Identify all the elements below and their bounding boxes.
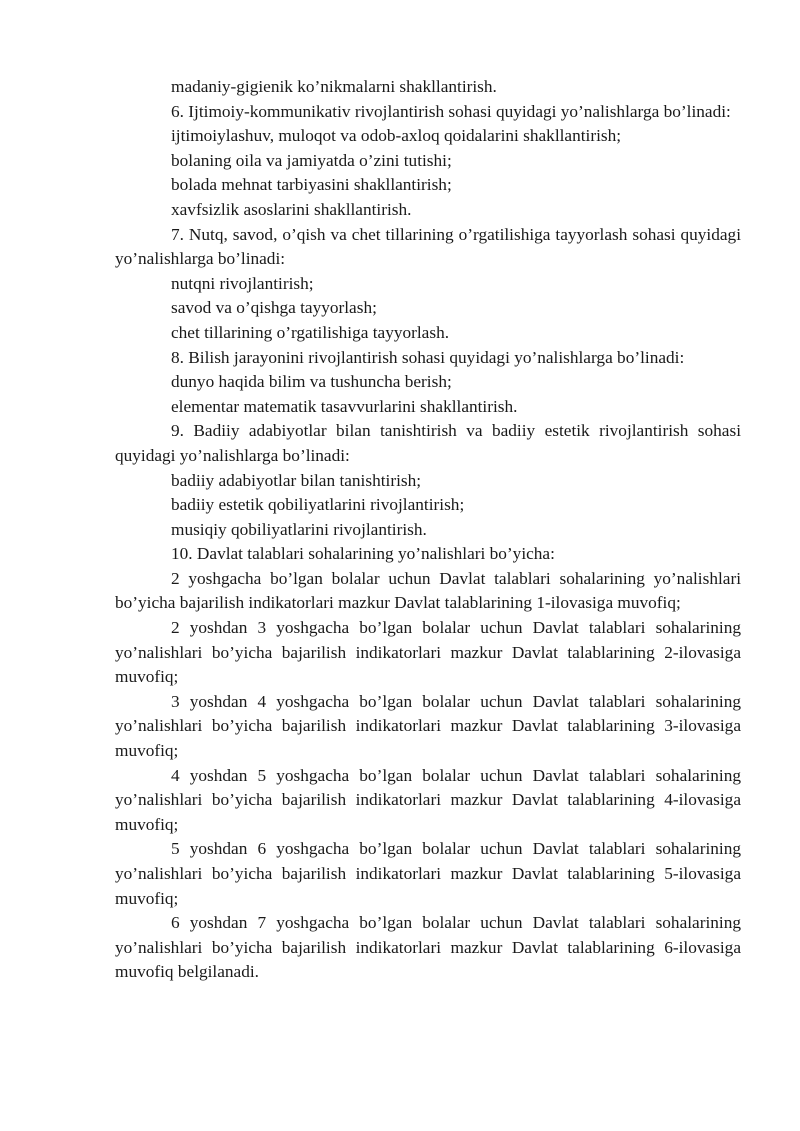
section-6-heading: 6. Ijtimoiy-kommunikativ rivojlantirish sohasi quyidagi yo’nalishlarga bo’linadi:	[171, 101, 731, 121]
list-item: savod va o’qishga tayyorlash;	[171, 298, 377, 318]
list-item: elementar matematik tasavvurlarini shakllantirish.	[171, 396, 518, 416]
list-item: badiiy estetik qobiliyatlarini rivojlantirish;	[171, 495, 465, 515]
list-item: 5 yoshdan 6 yoshgacha bo’lgan bolalar uchun Davlat talablari sohalarining yo’nalishlari bo’yicha bajarilish indikatorlari mazkur Davlat talablarining 5-ilovasiga muvofiq;	[115, 839, 741, 908]
document-body	[115, 75, 741, 985]
list-item: dunyo haqida bilim va tushuncha berish;	[171, 372, 452, 392]
list-item: bolada mehnat tarbiyasini shakllantirish;	[171, 175, 452, 195]
list-item: 3 yoshdan 4 yoshgacha bo’lgan bolalar uchun Davlat talablari sohalarining yo’nalishlari bo’yicha bajarilish indikatorlari mazkur Davlat talablarining 3-ilovasiga muvofiq;	[115, 691, 741, 761]
list-item: bolaning oila va jamiyatda o’zini tutishi;	[171, 150, 452, 170]
section-10-heading: 10. Davlat talablari sohalarining yo’nalishlari bo’yicha:	[171, 544, 555, 564]
list-item: 4 yoshdan 5 yoshgacha bo’lgan bolalar uchun Davlat talablari sohalarining yo’nalishlari bo’yicha bajarilish indikatorlari mazkur Davlat talablarining 4-ilovasiga muvofiq;	[115, 765, 741, 834]
list-item: madaniy-gigienik ko’nikmalarni shakllantirish.	[171, 77, 497, 96]
list-item: nutqni rivojlantirish;	[171, 273, 314, 293]
list-item: 2 yoshgacha bo’lgan bolalar uchun Davlat talablari sohalarining yo’nalishlari bo’yicha bajarilish indikatorlari mazkur Davlat talablarining 1-ilovasiga muvofiq;	[115, 568, 741, 613]
list-item: badiiy adabiyotlar bilan tanishtirish;	[171, 470, 422, 490]
list-item: 2 yoshdan 3 yoshgacha bo’lgan bolalar uchun Davlat talablari sohalarining yo’nalishlari bo’yicha bajarilish indikatorlari mazkur Davlat talablarining 2-ilovasiga muvofiq;	[115, 618, 741, 687]
list-item: chet tillarining o’rgatilishiga tayyorlash.	[171, 322, 450, 342]
section-9-heading: 9. Badiiy adabiyotlar bilan tanishtirish va badiiy estetik rivojlantirish sohasi quyidagi yo’nalishlarga bo’linadi:	[115, 421, 741, 465]
section-7-heading: 7. Nutq, savod, o’qish va chet tillarining o’rgatilishiga tayyorlash sohasi quyidagi yo’nalishlarga bo’linadi:	[115, 224, 741, 269]
section-8-heading: 8. Bilish jarayonini rivojlantirish sohasi quyidagi yo’nalishlarga bo’linadi:	[171, 347, 685, 367]
list-item: musiqiy qobiliyatlarini rivojlantirish.	[171, 519, 427, 539]
list-item: xavfsizlik asoslarini shakllantirish.	[171, 199, 412, 219]
list-item: 6 yoshdan 7 yoshgacha bo’lgan bolalar uchun Davlat talablari sohalarining yo’nalishlari bo’yicha bajarilish indikatorlari mazkur Davlat talablarining 6-ilovasiga muvofiq belgilanadi.	[115, 913, 741, 982]
list-item: ijtimoiylashuv, muloqot va odob-axloq qoidalarini shakllantirish;	[171, 126, 622, 146]
